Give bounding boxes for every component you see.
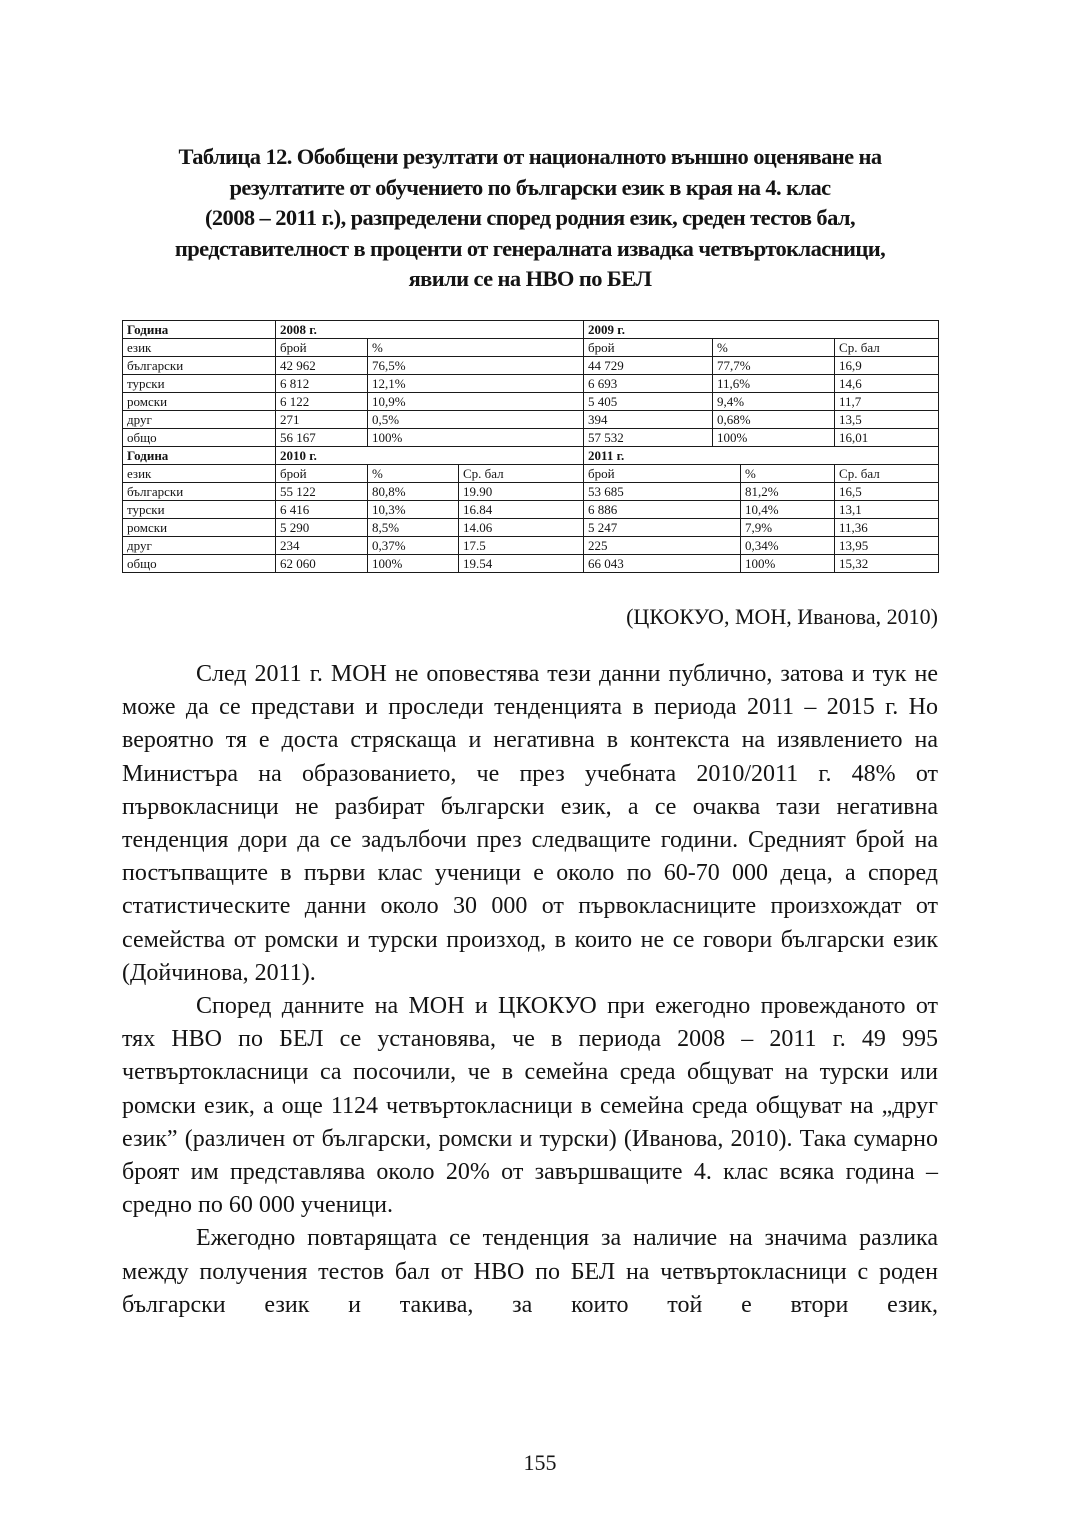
table-cell: 80,8% (368, 483, 459, 501)
table-cell: 56 167 (276, 429, 368, 447)
table-cell: 13,1 (835, 501, 939, 519)
table-row (123, 375, 939, 393)
table-cell: 5 290 (276, 519, 368, 537)
table-cell: 5 247 (584, 519, 741, 537)
column-header: Ср. бал (835, 339, 939, 357)
table-cell: 100% (368, 429, 584, 447)
table-cell: 6 693 (584, 375, 713, 393)
source-citation: (ЦКОКУО, МОН, Иванова, 2010) (626, 604, 938, 629)
table-cell: 55 122 (276, 483, 368, 501)
table-header-row (123, 447, 939, 465)
table-cell: 11,36 (835, 519, 939, 537)
table-row (123, 555, 939, 573)
column-header: брой (276, 339, 368, 357)
table-row (123, 393, 939, 411)
column-header: език (123, 339, 276, 357)
caption-line: резултатите от обучението по български език в края на 4. клас (229, 174, 831, 200)
table-cell: 9,4% (713, 393, 835, 411)
table-row (123, 483, 939, 501)
caption-line: (2008 – 2011 г.), разпределени според родния език, среден тестов бал, (205, 205, 855, 230)
results-table (122, 320, 939, 573)
table-cell: ромски (123, 393, 276, 411)
table-cell: 10,3% (368, 501, 459, 519)
table-cell: 0,5% (368, 411, 584, 429)
year-header-cell: 2011 г. (584, 447, 939, 465)
table-cell: 394 (584, 411, 713, 429)
table-cell: 0,68% (713, 411, 835, 429)
table-cell: общо (123, 555, 276, 573)
column-header: % (741, 465, 835, 483)
year-header-cell: 2008 г. (276, 321, 584, 339)
table-cell: български (123, 483, 276, 501)
table-cell: 66 043 (584, 555, 741, 573)
column-header: Ср. бал (459, 465, 584, 483)
table-row (123, 537, 939, 555)
table-cell: 17.5 (459, 537, 584, 555)
body-text (122, 658, 938, 1322)
table-cell: 19.90 (459, 483, 584, 501)
table-cell: 6 416 (276, 501, 368, 519)
table-cell: ромски (123, 519, 276, 537)
table-cell: общо (123, 429, 276, 447)
table-cell: 10,9% (368, 393, 584, 411)
table-row (123, 429, 939, 447)
table-subheader-row (123, 465, 939, 483)
table-cell: 8,5% (368, 519, 459, 537)
table-cell: 0,37% (368, 537, 459, 555)
paragraph: Ежегодно повтарящата се тенденция за наличие на значима разлика между получения тестов бал от НВО по БЕЛ на четвъртокласници с роден български език и такива, за които той е втори език, (122, 1225, 938, 1318)
table-cell: друг (123, 411, 276, 429)
table-cell: 13,95 (835, 537, 939, 555)
column-header: език (123, 465, 276, 483)
year-header-cell: 2010 г. (276, 447, 584, 465)
column-header: брой (276, 465, 368, 483)
table-cell: 19.54 (459, 555, 584, 573)
table-cell: 62 060 (276, 555, 368, 573)
table-cell: 42 962 (276, 357, 368, 375)
table-cell: 11,6% (713, 375, 835, 393)
table-cell: 11,7 (835, 393, 939, 411)
column-header: % (713, 339, 835, 357)
table-cell: 12,1% (368, 375, 584, 393)
table-cell: 77,7% (713, 357, 835, 375)
year-label-cell: Година (123, 447, 276, 465)
table-cell: турски (123, 375, 276, 393)
table-cell: 6 122 (276, 393, 368, 411)
caption-line: представителност в проценти от генералната извадка четвъртокласници, (174, 235, 886, 261)
table-cell: 100% (368, 555, 459, 573)
table-cell: 100% (741, 555, 835, 573)
page-number: 155 (523, 1450, 557, 1475)
table-cell: 14,6 (835, 375, 939, 393)
table-cell: 0,34% (741, 537, 835, 555)
table-cell: 271 (276, 411, 368, 429)
table-subheader-row (123, 339, 939, 357)
table-cell: 6 886 (584, 501, 741, 519)
table-cell: 7,9% (741, 519, 835, 537)
table-cell: 5 405 (584, 393, 713, 411)
table-cell: 57 532 (584, 429, 713, 447)
table-row (123, 501, 939, 519)
table-cell: 16,01 (835, 429, 939, 447)
table-cell: 234 (276, 537, 368, 555)
table-cell: 14.06 (459, 519, 584, 537)
column-header: % (368, 465, 459, 483)
table-cell: 10,4% (741, 501, 835, 519)
table-cell: 16,9 (835, 357, 939, 375)
column-header: Ср. бал (835, 465, 939, 483)
table-cell: 13,5 (835, 411, 939, 429)
table-cell: български (123, 357, 276, 375)
table-cell: 100% (713, 429, 835, 447)
table-cell: 16.84 (459, 501, 584, 519)
table-cell: 15,32 (835, 555, 939, 573)
year-label-cell: Година (123, 321, 276, 339)
year-header-cell: 2009 г. (584, 321, 939, 339)
table-caption (122, 142, 938, 295)
column-header: % (368, 339, 584, 357)
table-cell: 44 729 (584, 357, 713, 375)
caption-line: явили се на НВО по БЕЛ (408, 266, 652, 291)
table-cell: 225 (584, 537, 741, 555)
paragraph: След 2011 г. МОН не оповестява тези данни публично, затова и тук не може да се представи и проследи тенденцията в периода 2011 – 2015 г. Но вероятно тя е доста стряскаща и негативна в контекста на изявлението на Министъра на образованието, че през учебната 2010/2011 г. 48% от първокласници не разбират български език, а се очаква тази негативна тенденция дори да се задълбочи през следващите години. Средният брой на постъпващите в първи клас ученици е около по 60-70 000 деца, а според статистическите данни около 30 000 от първокласниците произхождат от семейства от ромски и турски произход, в които не се говори български език (Дойчинова, 2011). (122, 661, 938, 986)
table-row (123, 411, 939, 429)
table-row (123, 357, 939, 375)
table-cell: друг (123, 537, 276, 555)
column-header: брой (584, 339, 713, 357)
table-cell: 53 685 (584, 483, 741, 501)
table-row (123, 519, 939, 537)
caption-line: Таблица 12. Обобщени резултати от националното външно оценяване на (178, 144, 882, 169)
table-cell: 81,2% (741, 483, 835, 501)
table-cell: 76,5% (368, 357, 584, 375)
table-cell: 16,5 (835, 483, 939, 501)
column-header: брой (584, 465, 741, 483)
table-cell: 6 812 (276, 375, 368, 393)
table-cell: турски (123, 501, 276, 519)
paragraph: Според данните на МОН и ЦКОКУО при ежегодно провежданото от тях НВО по БЕЛ се установява, че в периода 2008 – 2011 г. 49 995 четвъртокласници са посочили, че в семейна среда общуват на турски или ромски език, а още 1124 четвъртокласници в семейна среда общуват на „друг език” (различен от български, ромски и турски) (Иванова, 2010). Така сумарно броят им представлява около 20% от завършващите 4. клас всяка година – средно по 60 000 ученици. (122, 993, 938, 1219)
table-header-row (123, 321, 939, 339)
